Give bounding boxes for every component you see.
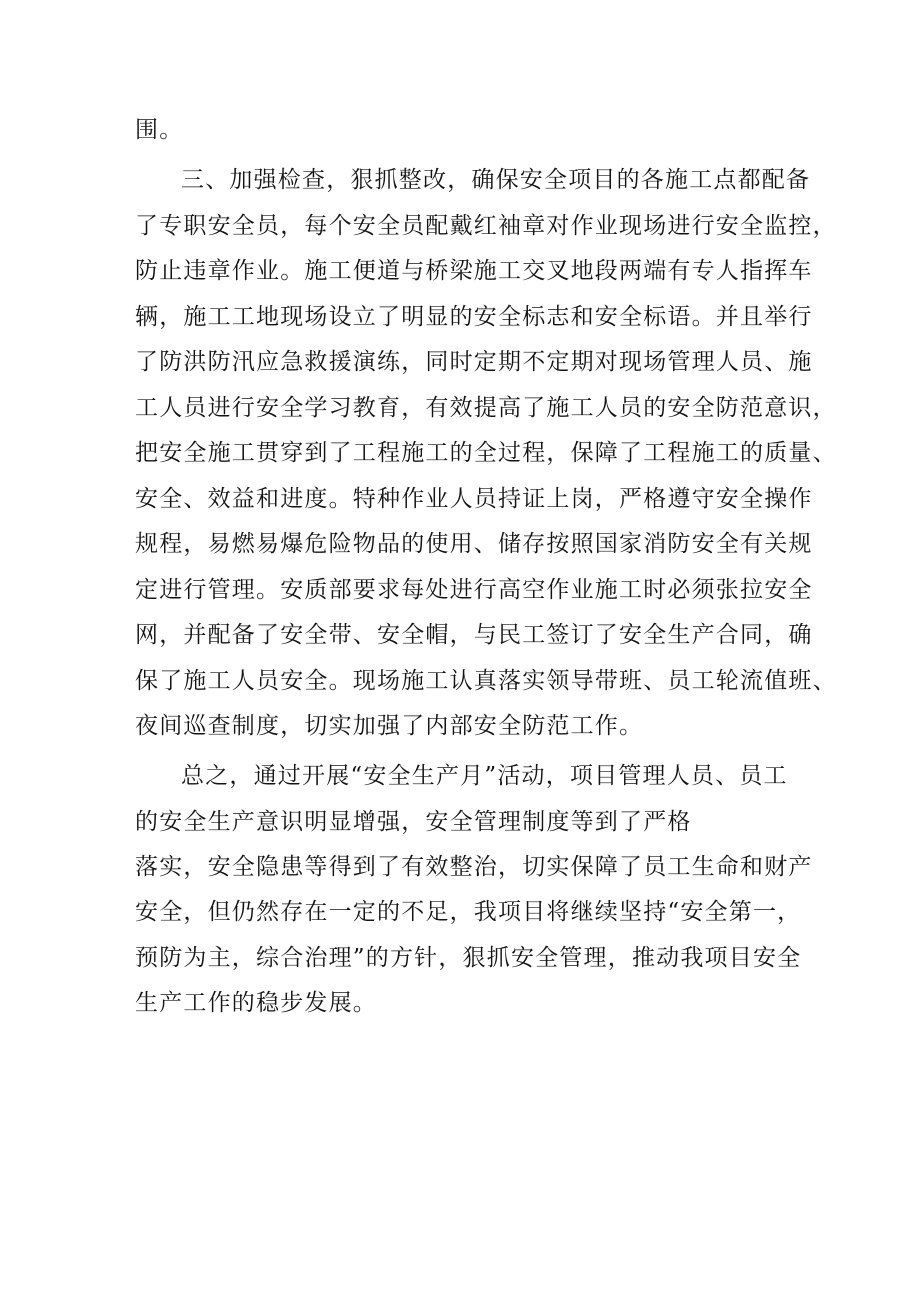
conclusion-line-6: 生产工作的稳步发展。 [135, 990, 377, 1016]
section-three-line-10: 定进行管理。安质部要求每处进行高空作业施工时必须张拉安全 [135, 577, 813, 603]
section-three-line-6: 工人员进行安全学习教育，有效提高了施工人员的安全防范意识， [135, 395, 837, 421]
paragraph-fragment-line-1: 围。 [135, 117, 184, 143]
section-three-line-3: 防止违章作业。施工便道与桥梁施工交叉地段两端有专人指挥车 [135, 258, 813, 284]
conclusion-line-5: 预防为主，综合治理”的方针，狠抓安全管理，推动我项目安全 [135, 945, 802, 971]
section-three-line-2: 了专职安全员，每个安全员配戴红袖章对作业现场进行安全监控， [135, 213, 837, 239]
section-three-line-11: 网，并配备了安全带、安全帽，与民工签订了安全生产合同，确 [135, 622, 813, 648]
conclusion-line-2: 的安全生产意识明显增强，安全管理制度等到了严格 [135, 809, 692, 835]
conclusion-line-3: 落实，安全隐患等得到了有效整治，切实保障了员工生命和财产 [135, 854, 813, 880]
section-three-line-5: 了防洪防汛应急救援演练，同时定期不定期对现场管理人员、施 [135, 349, 813, 375]
section-three-line-13: 夜间巡查制度，切实加强了内部安全防范工作。 [135, 713, 644, 739]
section-three-line-8: 安全、效益和进度。特种作业人员持证上岗，严格遵守安全操作 [135, 486, 813, 512]
conclusion-line-1: 总之，通过开展“安全生产月”活动，项目管理人员、员工 [181, 763, 788, 789]
conclusion-line-4: 安全，但仍然存在一定的不足，我项目将继续坚持“安全第一， [135, 899, 802, 925]
section-three-line-4: 辆，施工工地现场设立了明显的安全标志和安全标语。并且举行 [135, 304, 813, 330]
section-three-line-12: 保了施工人员安全。现场施工认真落实领导带班、员工轮流值班、 [135, 668, 837, 694]
section-three-line-7: 把安全施工贯穿到了工程施工的全过程，保障了工程施工的质量、 [135, 440, 837, 466]
section-three-line-9: 规程，易燃易爆危险物品的使用、储存按照国家消防安全有关规 [135, 531, 813, 557]
section-three-line-1: 三、加强检查，狠抓整改，确保安全项目的各施工点都配备 [181, 167, 811, 193]
